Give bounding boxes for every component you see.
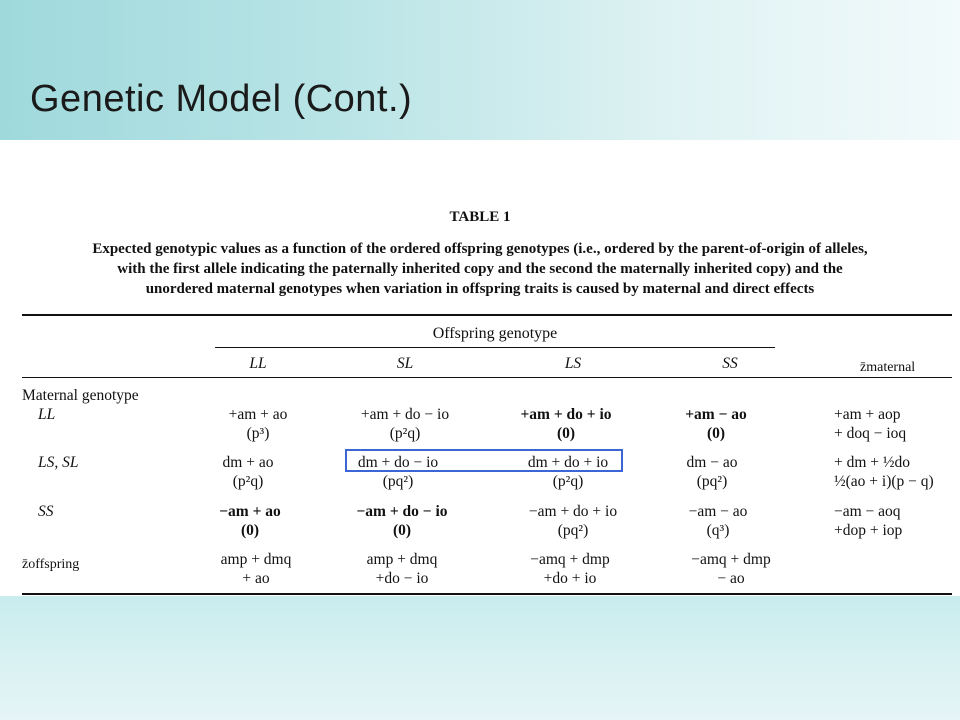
zoff-ss-2: − ao [717,570,745,587]
cell-lssl-ls: dm + do + io [527,454,609,471]
cell-lssl-ss: dm − ao [686,454,738,471]
cell-ll-sl: +am + do − io [360,406,450,423]
cell-ll-ls: +am + do + io [520,406,612,423]
cell-ll-sl-freq: (p²q) [389,425,421,442]
cell-ss-ss: −am − ao [688,503,748,520]
zmat-lssl-1: + dm + ½do [834,454,911,471]
zmat-ss-1: −am − aoq [834,503,901,520]
zoff-ll-2: + ao [242,570,270,587]
cell-ll-ll-freq: (p³) [246,425,270,442]
zmat-ss-2: +dop + iop [834,522,903,539]
col-header-sl: SL [396,355,414,372]
cell-ll-ss: +am − ao [685,406,747,423]
table-top-rule [22,314,952,316]
zoff-ls-1: −amq + dmp [530,551,610,568]
cell-ss-sl: −am + do − io [356,503,448,520]
row-label-zoffspring: z̄offspring [22,557,80,572]
cell-lssl-sl-freq: (pq²) [382,473,414,490]
highlight-box [345,449,623,472]
table-caption [22,239,938,299]
caption-line-2: with the first allele indicating the paternally inherited copy and the second the maternally inherited copy) and the [117,261,843,277]
col-header-zmaternal: z̄maternal [860,360,916,375]
caption-line-1: Expected genotypic values as a function of the ordered offspring genotypes (i.e., ordered by the parent-of-origin of alleles, [92,241,868,257]
row-label-ss: SS [38,503,54,520]
spanner-header: Offspring genotype [432,325,558,342]
cell-ss-ll-freq: (0) [240,522,260,539]
zoff-ll-1: amp + dmq [220,551,292,568]
footer-band [0,596,960,720]
spanner-rule [215,347,775,348]
zoff-ls-2: +do + io [543,570,597,587]
cell-ss-ls: −am + do + io [528,503,618,520]
cell-lssl-sl: dm + do − io [357,454,439,471]
cell-ss-ll: −am + ao [219,503,281,520]
row-label-ls-sl: LS, SL [38,454,79,471]
row-label-ll: LL [38,406,56,423]
row-group-label: Maternal genotype [22,387,139,404]
cell-lssl-ll: dm + ao [222,454,274,471]
zoff-ss-1: −amq + dmp [691,551,771,568]
cell-ll-ss-freq: (0) [706,425,726,442]
cell-lssl-ll-freq: (p²q) [232,473,264,490]
cell-ss-ls-freq: (pq²) [557,522,589,539]
col-header-ss: SS [722,355,738,372]
caption-line-3: unordered maternal genotypes when variation in offspring traits is caused by maternal and direct effects [145,281,815,297]
zoff-sl-2: +do − io [375,570,429,587]
zmat-ll-2: + doq − ioq [834,425,907,442]
table-bottom-rule [22,593,952,595]
cell-lssl-ls-freq: (p²q) [552,473,584,490]
col-header-ls: LS [564,355,582,372]
zmat-lssl-2: ½(ao + i)(p − q) [834,473,934,490]
cell-ll-ls-freq: (0) [556,425,576,442]
header-bottom-rule [22,377,952,378]
cell-ss-ss-freq: (q³) [706,522,730,539]
table-label: TABLE 1 [449,209,511,225]
zoff-sl-1: amp + dmq [366,551,438,568]
cell-ll-ll: +am + ao [228,406,288,423]
slide-title: Genetic Model (Cont.) [30,78,413,120]
zmat-ll-1: +am + aop [834,406,901,423]
cell-lssl-ss-freq: (pq²) [696,473,728,490]
col-header-ll: LL [249,355,267,372]
cell-ss-sl-freq: (0) [392,522,412,539]
